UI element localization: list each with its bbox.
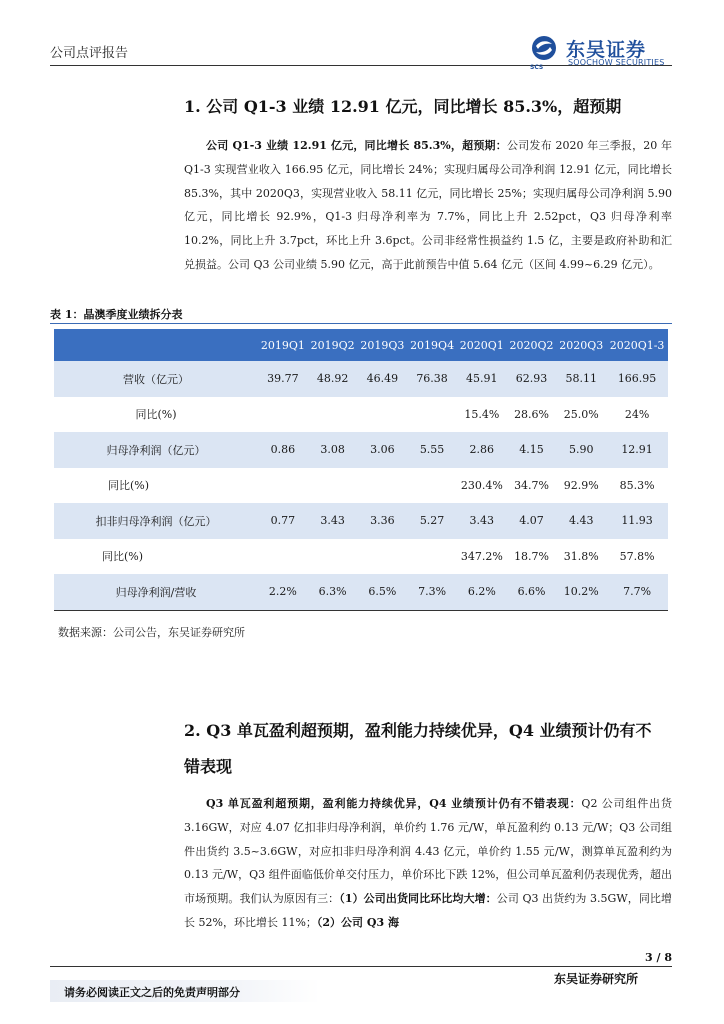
table-cell: 76.38 — [407, 361, 457, 397]
section2-point2-lead: （2）公司 Q3 海 — [316, 915, 399, 929]
section1-heading: 1. 公司 Q1-3 业绩 12.91 亿元，同比增长 85.3%，超预期 — [184, 97, 622, 116]
table-cell: 2.86 — [457, 432, 507, 468]
table-cell — [357, 539, 407, 575]
table-source-note: 数据来源：公司公告，东吴证券研究所 — [58, 626, 245, 639]
table-cell: 58.11 — [556, 361, 606, 397]
table-row — [54, 539, 668, 575]
table-header-cell: 2019Q4 — [407, 329, 457, 361]
section2-point1-lead: （1）公司出货同比环比均大增： — [339, 892, 497, 906]
table-cell: 3.43 — [457, 503, 507, 539]
quarterly-results-table — [54, 329, 668, 611]
row-label: 同比(%) — [135, 408, 177, 422]
page-number: 3 / 8 — [645, 951, 672, 964]
table-cell: 48.92 — [308, 361, 358, 397]
table-cell: 5.55 — [407, 432, 457, 468]
table-row — [54, 432, 668, 468]
table-cell: 46.49 — [357, 361, 407, 397]
table-cell: 347.2% — [460, 549, 503, 563]
table-cell: 7.7% — [606, 574, 668, 610]
section1-body: 公司发布 2020 年三季报，20 年 Q1-3 实现营业收入 166.95 亿元，同比增长 24%；实现归属母公司净利润 12.91 亿元，同比增长 85.3%，其中 2020Q3，实现营业收入 58.11 亿元，同比增长 25%；实现归属母公司净利润 5.90亿元，同比增长 92.9%，Q1-3 归母净利率为 7.7%，同比上升 2.52pct，Q3 归母净利率 10.2%，同比上升 3.7pct，环比上升 3.6pct。公司非经常性损益约 1.5 亿，主要是政府补助和汇兑损益。公司 Q3 公司业绩 5.90 亿元，高于此前预告中值 5.64 亿元（区间 4.99~6.29 亿元）。 — [184, 139, 672, 271]
section2-paragraph — [184, 792, 672, 935]
table-cell — [407, 397, 457, 433]
table-header-row — [54, 329, 668, 361]
table-cell: 0.86 — [258, 432, 308, 468]
logo-scs-text: SCS — [530, 64, 544, 71]
table-cell: 15.4% — [464, 407, 500, 421]
section2-body: Q2 公司组件出货 3.16GW，对应 4.07 亿扣非归母净利润，单价约 1.76 元/W，单瓦盈利约 0.13 元/W；Q3 公司组件出货约 3.5~3.6GW，对应扣非归母净利润 4.43 亿元，单价约 1.55 元/W，测算单瓦盈利约为 0.13 元/W，Q3 组件面临低价单交付压力，单价环比下跌 12%，但公司单瓦盈利仍表现优秀，超出市场预期。我们认为原因有三： — [184, 797, 672, 906]
section1-lead: 公司 Q1-3 业绩 12.91 亿元，同比增长 85.3%，超预期： — [206, 139, 507, 152]
footer-disclaimer: 请务必阅读正文之后的免责声明部分 — [64, 986, 240, 999]
table-cell: 39.77 — [258, 361, 308, 397]
table-cell: 92.9% — [563, 478, 599, 492]
footer-rule — [50, 966, 672, 967]
brand-logo — [528, 34, 678, 71]
table-top-rule — [50, 323, 672, 324]
section2-point1-body: 公司 Q3 出货约为 3.5GW，同比增长 52%，环比增长 11%； — [184, 892, 673, 929]
table-header-cell — [54, 329, 258, 361]
table-cell: 45.91 — [457, 361, 507, 397]
section2-heading-continued: 错表现 — [184, 757, 233, 776]
table-row — [54, 397, 668, 433]
table-cell: 10.2% — [556, 574, 606, 610]
footer-firm-name: 东吴证券研究所 — [554, 972, 639, 986]
row-label: 扣非归母净利润（亿元） — [54, 503, 258, 539]
row-label: 营收（亿元） — [54, 361, 258, 397]
table-cell: 25.0% — [563, 407, 599, 421]
table-cell: 6.2% — [457, 574, 507, 610]
row-label: 同比(%) — [102, 550, 144, 564]
table-cell: 34.7% — [514, 478, 550, 492]
table-cell: 0.77 — [258, 503, 308, 539]
table-cell: 18.7% — [514, 549, 550, 563]
section1-paragraph — [184, 134, 672, 277]
table-cell: 2.2% — [258, 574, 308, 610]
table-cell: 85.3% — [619, 478, 655, 492]
table-cell — [308, 539, 358, 575]
table-cell: 4.07 — [507, 503, 557, 539]
row-label: 归母净利润（亿元） — [54, 432, 258, 468]
table-header-cell: 2019Q1 — [258, 329, 308, 361]
table-cell: 4.43 — [556, 503, 606, 539]
table-row — [54, 361, 668, 397]
table-cell: 12.91 — [606, 432, 668, 468]
table-row — [54, 503, 668, 539]
row-label: 归母净利润/营收 — [54, 574, 258, 610]
table-header-cell: 2020Q1 — [457, 329, 507, 361]
table-row — [54, 468, 668, 504]
table-header-cell: 2020Q1-3 — [606, 329, 668, 361]
table-row — [54, 574, 668, 610]
table-cell: 3.36 — [357, 503, 407, 539]
table-cell: 3.43 — [308, 503, 358, 539]
table-cell — [407, 468, 457, 504]
table-header-cell: 2020Q2 — [507, 329, 557, 361]
table-header-cell: 2019Q3 — [357, 329, 407, 361]
section2-lead: Q3 单瓦盈利超预期，盈利能力持续优异，Q4 业绩预计仍有不错表现： — [206, 797, 582, 810]
table-header-cell: 2020Q3 — [556, 329, 606, 361]
table-cell: 166.95 — [606, 361, 668, 397]
table-caption: 表 1：晶澳季度业绩拆分表 — [50, 308, 183, 321]
table-cell: 6.6% — [507, 574, 557, 610]
table-cell: 31.8% — [563, 549, 599, 563]
table-cell — [308, 397, 358, 433]
section2-heading: 2. Q3 单瓦盈利超预期，盈利能力持续优异，Q4 业绩预计仍有不 — [184, 721, 652, 740]
table-cell: 62.93 — [507, 361, 557, 397]
table-header-cell: 2019Q2 — [308, 329, 358, 361]
table-cell: 6.3% — [308, 574, 358, 610]
table-cell — [258, 468, 308, 504]
row-label: 同比(%) — [108, 479, 150, 493]
report-type-label: 公司点评报告 — [50, 46, 129, 61]
table-cell: 57.8% — [619, 549, 655, 563]
table-cell: 4.15 — [507, 432, 557, 468]
table-cell: 6.5% — [357, 574, 407, 610]
table-cell: 7.3% — [407, 574, 457, 610]
table-cell: 11.93 — [606, 503, 668, 539]
table-cell: 230.4% — [460, 478, 503, 492]
table-cell: 3.06 — [357, 432, 407, 468]
table-cell: 3.08 — [308, 432, 358, 468]
table-cell — [308, 468, 358, 504]
logo-english-name: SOOCHOW SECURITIES — [568, 58, 665, 67]
table-cell — [357, 468, 407, 504]
table-cell — [407, 539, 457, 575]
table-cell: 28.6% — [514, 407, 550, 421]
table-cell — [258, 539, 308, 575]
logo-chinese-name: 东吴证券 — [566, 39, 647, 61]
table-cell: 5.27 — [407, 503, 457, 539]
table-cell — [357, 397, 407, 433]
table-cell: 5.90 — [556, 432, 606, 468]
soochow-logo-icon — [528, 34, 560, 66]
table-cell — [258, 397, 308, 433]
table-cell: 24% — [624, 407, 650, 421]
